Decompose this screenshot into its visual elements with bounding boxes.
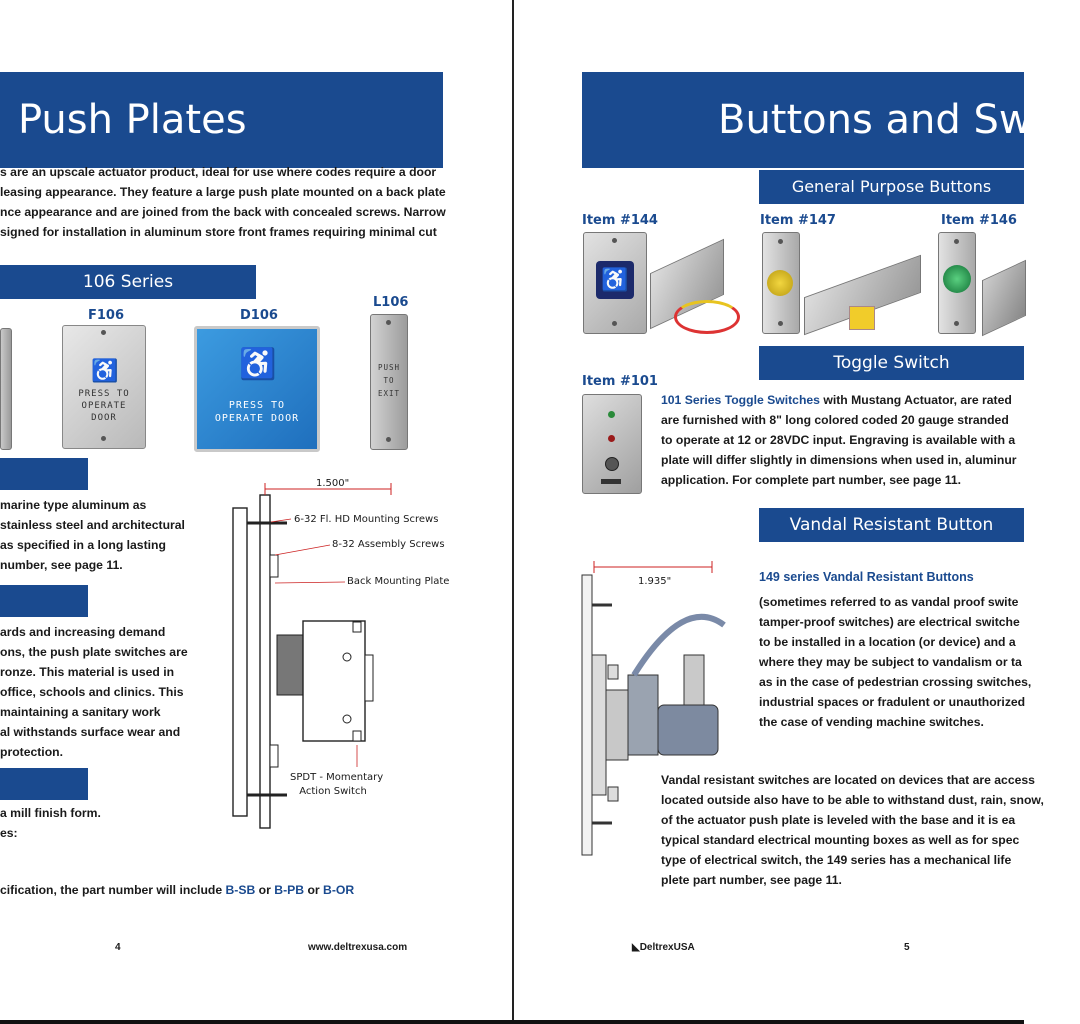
vandal-line: industrial spaces or fradulent or unauthorized (759, 695, 1026, 709)
item-146-plate (938, 232, 976, 334)
vandal-para2-line: Vandal resistant switches are located on devices that are access (661, 773, 1035, 787)
screw-icon (954, 321, 959, 326)
brand-logo-icon: ◣ (632, 942, 640, 953)
toggle-description (661, 390, 1024, 490)
section2-line: maintaining a sanitary work (0, 705, 161, 719)
plate-text-line: PRESS TO (78, 389, 130, 399)
section-bar-3 (0, 768, 88, 800)
section3-line: es: (0, 826, 18, 840)
toggle-line: plate will differ slightly in dimensions when used in, aluminur (661, 453, 1017, 467)
callout-spdt (290, 771, 384, 799)
vandal-paragraph-2 (661, 770, 1044, 890)
toggle-series-link: 101 Series Toggle Switches (661, 393, 820, 407)
screw-icon (101, 436, 106, 441)
callout-line (275, 545, 330, 555)
vandal-line: where they may be subject to vandalism or ta (759, 655, 1022, 669)
section1-line: as specified in a long lasting (0, 538, 166, 552)
callout-spdt-line: SPDT - Momentary (290, 772, 384, 783)
plate-text-line: EXIT (377, 389, 401, 398)
toggle-line: to operate at 12 or 28VDC input. Engraving is available with a (661, 433, 1016, 447)
vandal-para2-line: typical standard electrical mounting boxes as well as for spec (661, 833, 1020, 847)
page-number: 5 (904, 942, 910, 953)
section2-line: al withstands surface wear and (0, 725, 181, 739)
vandal-line: the case of vending machine switches. (759, 715, 984, 729)
screw-icon (612, 321, 617, 326)
left-page (0, 0, 513, 1024)
vandal-line: (sometimes referred to as vandal proof swite (759, 595, 1019, 609)
spec-code: B-PB (274, 883, 305, 897)
spec-prefix: cification, the part number will include (0, 883, 226, 897)
section2-text (0, 622, 190, 762)
section2-line: ronze. This material is used in (0, 665, 175, 679)
section-bar-1 (0, 458, 88, 490)
diagram-front-plate (233, 495, 270, 828)
plate-f106 (62, 325, 146, 449)
vandal-para2-line: located outside also have to be able to withstand dust, rain, snow, (661, 793, 1044, 807)
toggle-heading: Toggle Switch (759, 346, 1024, 380)
screw-icon (778, 321, 783, 326)
item-144-wires (674, 300, 740, 334)
screw-icon (778, 239, 783, 244)
section2-line: protection. (0, 745, 63, 759)
vandal-line: tamper-proof switches) are electrical switche (759, 615, 1020, 629)
vandal-dimension-label: 1.935" (638, 576, 672, 587)
brand-name: DeltrexUSA (639, 942, 695, 953)
product-code-d106: D106 (240, 308, 278, 323)
vandal-para2-line: of the actuator push plate is leveled with the base and it is ea (661, 813, 1016, 827)
plate-d106 (194, 326, 320, 452)
vandal-line: to be installed in a location (or device) and a (759, 635, 1016, 649)
intro-paragraph (0, 162, 450, 242)
vandal-line: as in the case of pedestrian crossing switches, (759, 675, 1032, 689)
item-147-label: Item #147 (760, 213, 836, 228)
intro-line: leasing appearance. They feature a large push plate mounted on a back plate (0, 185, 446, 199)
screw-icon (386, 320, 391, 325)
callout-spdt-line: Action Switch (299, 786, 367, 797)
vandal-para2-line: type of electrical switch, the 149 series has a mechanical life (661, 853, 1012, 867)
callout-back-plate: Back Mounting Plate (347, 576, 450, 587)
green-led-icon (608, 411, 615, 418)
wheelchair-icon: ♿ (239, 348, 277, 381)
wheelchair-icon: ♿ (91, 358, 119, 383)
spec-or: or (304, 883, 324, 897)
screw-icon (612, 238, 617, 243)
section1-line: stainless steel and architectural (0, 518, 185, 532)
item-146-label: Item #146 (941, 213, 1017, 228)
toggle-icon (605, 457, 619, 471)
intro-line: signed for installation in aluminum store front frames requiring minimal cut (0, 225, 437, 239)
callout-line (275, 582, 345, 583)
toggle-line: with Mustang Actuator, are rated (819, 393, 1012, 407)
right-page (514, 0, 1080, 1024)
plate-text-line: PRESS TO (228, 400, 286, 411)
section3-text (0, 803, 190, 843)
page-title: Push Plates (18, 97, 247, 143)
callout-mounting-screws: 6-32 Fl. HD Mounting Screws (294, 514, 439, 525)
intro-line: s are an upscale actuator product, ideal for use where codes require a door (0, 165, 437, 179)
item-101-plate (582, 394, 642, 494)
section1-line: marine type aluminum as (0, 498, 147, 512)
toggle-line: application. For complete part number, see page 11. (661, 473, 962, 487)
spec-line (0, 880, 450, 900)
item-146-side-view (982, 260, 1026, 337)
spec-code: B-SB (225, 883, 256, 897)
general-heading: General Purpose Buttons (759, 170, 1024, 204)
vandal-para2-line: plete part number, see page 11. (661, 873, 842, 887)
screw-icon (386, 437, 391, 442)
yellow-button-icon (767, 270, 793, 296)
section2-line: office, schools and clinics. This (0, 685, 184, 699)
plate-text-line: PUSH (377, 363, 401, 372)
series-heading: 106 Series (0, 265, 256, 299)
section1-line: number, see page 11. (0, 558, 123, 572)
label-strip (601, 479, 621, 484)
item-101-label: Item #101 (582, 374, 658, 389)
green-button-icon (943, 265, 971, 293)
red-led-icon (608, 435, 615, 442)
plate-text-line: DOOR (91, 413, 117, 423)
section-bar-2 (0, 585, 88, 617)
plate-text-line: OPERATE DOOR (214, 413, 300, 424)
section3-line: a mill finish form. (0, 806, 101, 820)
plate-text-line: TO (383, 376, 395, 385)
item-147-base (849, 306, 875, 330)
toggle-line: are furnished with 8" long colored coded 20 gauge stranded (661, 413, 1009, 427)
spec-code: B-OR (323, 883, 355, 897)
page-title-banner (582, 72, 1080, 168)
page-title-banner (0, 72, 443, 168)
item-147-plate (762, 232, 800, 334)
screw-icon (101, 330, 106, 335)
dimension-label: 1.500" (316, 478, 350, 489)
product-code-f106: F106 (88, 308, 125, 323)
product-code-l106: L106 (373, 295, 409, 310)
item-144-label: Item #144 (582, 213, 658, 228)
page-title: Buttons and Switc (718, 97, 1080, 143)
page-number: 4 (115, 942, 121, 953)
section2-line: ons, the push plate switches are (0, 645, 188, 659)
vandal-subtitle: 149 series Vandal Resistant Buttons (759, 570, 974, 584)
plate-text-line: OPERATE (81, 401, 127, 411)
section1-text (0, 495, 190, 575)
spec-or: or (255, 883, 275, 897)
screw-icon (954, 239, 959, 244)
website: www.deltrexusa.com (308, 942, 408, 953)
vandal-description (759, 592, 1032, 732)
vandal-heading: Vandal Resistant Button (759, 508, 1024, 542)
plate-l106 (370, 314, 408, 450)
callout-assembly-screws: 8-32 Assembly Screws (332, 539, 445, 550)
brand-footer (632, 942, 695, 953)
section2-line: ards and increasing demand (0, 625, 166, 639)
plate-partial (0, 328, 12, 450)
wheelchair-button-icon: ♿ (596, 261, 634, 299)
item-144-plate (583, 232, 647, 334)
intro-line: nce appearance and are joined from the back with concealed screws. Narrow (0, 205, 446, 219)
